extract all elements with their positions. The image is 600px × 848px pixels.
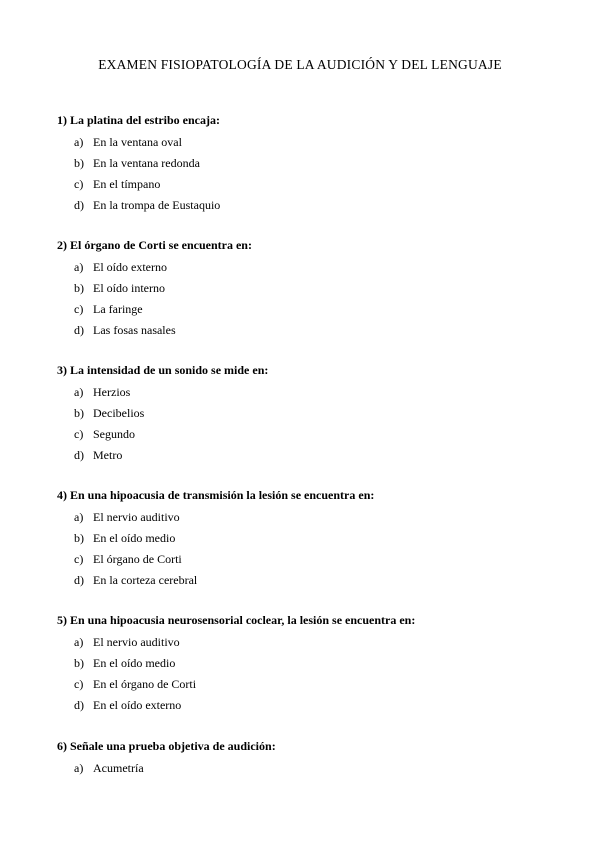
option-text: Segundo — [93, 427, 135, 441]
answer-option — [57, 197, 577, 218]
answer-options — [57, 259, 577, 343]
answer-options — [57, 509, 577, 593]
answer-option — [57, 405, 577, 426]
option-text: El nervio auditivo — [93, 510, 180, 524]
question-1 — [57, 112, 577, 218]
option-letter: a) — [74, 135, 84, 149]
option-letter: a) — [74, 761, 84, 775]
option-text: El oído externo — [93, 260, 167, 274]
option-letter: d) — [74, 698, 84, 712]
option-letter: d) — [74, 323, 84, 337]
option-text: El nervio auditivo — [93, 635, 180, 649]
option-letter: b) — [74, 406, 84, 420]
answer-option — [57, 322, 577, 343]
question-6 — [57, 738, 577, 781]
question-text: 4) En una hipoacusia de transmisión la lesión se encuentra en: — [57, 488, 375, 502]
question-text: 1) La platina del estribo encaja: — [57, 113, 220, 127]
option-letter: a) — [74, 510, 84, 524]
answer-option — [57, 551, 577, 572]
option-text: En el oído externo — [93, 698, 182, 712]
question-text: 6) Señale una prueba objetiva de audición: — [57, 739, 276, 753]
answer-option — [57, 530, 577, 551]
option-text: Metro — [93, 448, 123, 462]
answer-options — [57, 634, 577, 718]
answer-option — [57, 634, 577, 655]
question-3 — [57, 362, 577, 468]
answer-option — [57, 447, 577, 468]
option-letter: c) — [74, 177, 84, 191]
option-letter: d) — [74, 448, 84, 462]
option-text: En el oído medio — [93, 656, 176, 670]
option-text: En la ventana oval — [93, 135, 182, 149]
answer-option — [57, 760, 577, 781]
answer-option — [57, 155, 577, 176]
answer-option — [57, 697, 577, 718]
option-text: Las fosas nasales — [93, 323, 176, 337]
option-letter: b) — [74, 156, 84, 170]
option-text: El oído interno — [93, 281, 165, 295]
option-text: En la ventana redonda — [93, 156, 200, 170]
answer-option — [57, 134, 577, 155]
answer-option — [57, 572, 577, 593]
option-letter: a) — [74, 635, 84, 649]
answer-options — [57, 134, 577, 218]
answer-option — [57, 301, 577, 322]
option-text: Herzios — [93, 385, 131, 399]
answer-option — [57, 259, 577, 280]
question-5 — [57, 612, 577, 718]
option-text: En el órgano de Corti — [93, 677, 197, 691]
option-letter: c) — [74, 552, 84, 566]
option-text: En el tímpano — [93, 177, 161, 191]
option-letter: d) — [74, 198, 84, 212]
option-letter: c) — [74, 302, 84, 316]
answer-options — [57, 384, 577, 468]
option-letter: b) — [74, 281, 84, 295]
option-text: El órgano de Corti — [93, 552, 182, 566]
option-text: La faringe — [93, 302, 143, 316]
option-letter: a) — [74, 385, 84, 399]
answer-options — [57, 760, 577, 781]
answer-option — [57, 176, 577, 197]
option-text: Acumetría — [93, 761, 144, 775]
option-text: En el oído medio — [93, 531, 176, 545]
answer-option — [57, 280, 577, 301]
question-text: 5) En una hipoacusia neurosensorial coclear, la lesión se encuentra en: — [57, 613, 416, 627]
option-letter: b) — [74, 531, 84, 545]
question-text: 3) La intensidad de un sonido se mide en: — [57, 363, 269, 377]
option-text: En la corteza cerebral — [93, 573, 198, 587]
question-text: 2) El órgano de Corti se encuentra en: — [57, 238, 252, 252]
option-text: En la trompa de Eustaquio — [93, 198, 221, 212]
option-letter: c) — [74, 427, 84, 441]
option-letter: d) — [74, 573, 84, 587]
answer-option — [57, 384, 577, 405]
question-4 — [57, 487, 577, 593]
option-letter: b) — [74, 656, 84, 670]
exam-title: EXAMEN FISIOPATOLOGÍA DE LA AUDICIÓN Y DEL LENGUAJE — [98, 57, 502, 72]
question-2 — [57, 237, 577, 343]
answer-option — [57, 676, 577, 697]
option-letter: a) — [74, 260, 84, 274]
answer-option — [57, 426, 577, 447]
option-letter: c) — [74, 677, 84, 691]
answer-option — [57, 509, 577, 530]
answer-option — [57, 655, 577, 676]
option-text: Decibelios — [93, 406, 145, 420]
